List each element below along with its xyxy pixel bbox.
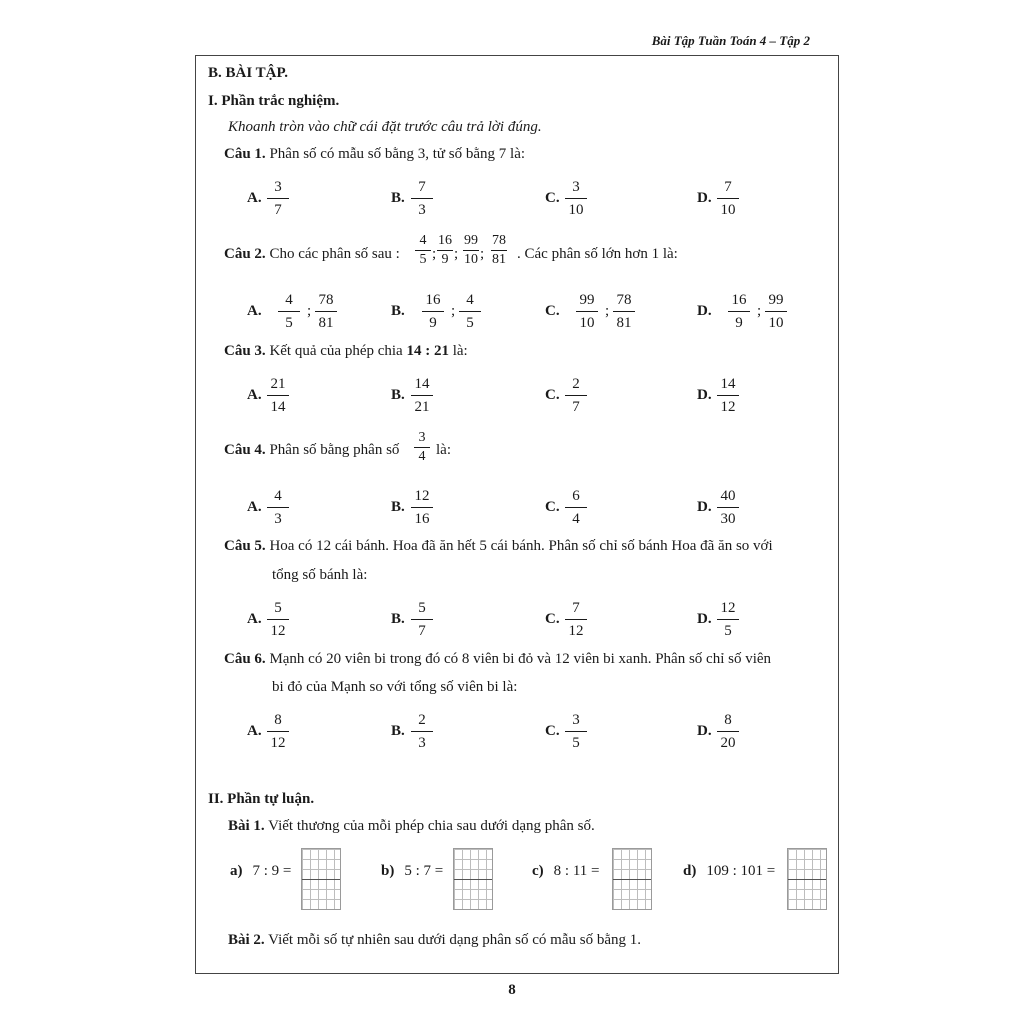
- option-label[interactable]: B.: [391, 499, 405, 515]
- option-label[interactable]: D.: [697, 190, 712, 206]
- semicolon: ;: [432, 246, 437, 262]
- fraction: [706, 178, 750, 219]
- bai-1-item: [230, 862, 291, 880]
- denominator: 20: [720, 735, 736, 751]
- fraction: [554, 599, 598, 640]
- option-label[interactable]: A.: [247, 190, 262, 206]
- option-label[interactable]: B.: [391, 723, 405, 739]
- fraction: [256, 599, 300, 640]
- semicolon: ;: [757, 303, 762, 319]
- option-label[interactable]: C.: [545, 303, 560, 319]
- numerator: 4: [274, 488, 282, 504]
- bai-2: [228, 931, 641, 949]
- denominator: 7: [572, 399, 580, 415]
- denominator: 5: [466, 315, 474, 331]
- fraction-bar: [565, 731, 587, 732]
- denominator: 14: [270, 399, 286, 415]
- fraction-bar: [717, 731, 739, 732]
- fraction: [706, 487, 750, 528]
- numerator: 5: [418, 600, 426, 616]
- item-expression: 8 : 11 =: [553, 863, 600, 879]
- numerator: 7: [572, 600, 580, 616]
- fraction: [400, 178, 444, 219]
- denominator: 81: [318, 315, 334, 331]
- denominator: 5: [285, 315, 293, 331]
- fraction: [400, 375, 444, 416]
- denominator: 3: [274, 511, 282, 527]
- fraction: [256, 375, 300, 416]
- fraction: [460, 233, 485, 268]
- instruction: Khoanh tròn vào chữ cái đặt trước câu trả lời đúng.: [228, 119, 542, 135]
- fraction-bar: [717, 395, 739, 396]
- semicolon: ;: [480, 246, 485, 262]
- option-label[interactable]: C.: [545, 723, 560, 739]
- exercise-text: Viết thương của mỗi phép chia sau dưới dạng phân số.: [268, 818, 595, 834]
- denominator: 5: [572, 735, 580, 751]
- fraction-bar: [415, 250, 431, 251]
- numerator: 78: [318, 292, 334, 308]
- denominator: 21: [414, 399, 430, 415]
- page-header: Bài Tập Tuần Toán 4 – Tập 2: [651, 33, 810, 48]
- question-3: [224, 342, 468, 360]
- fraction-bar: [565, 619, 587, 620]
- fraction-bar: [411, 731, 433, 732]
- part2-title: II. Phần tự luận.: [208, 791, 315, 807]
- fraction: [448, 291, 492, 332]
- exercise-label: Bài 2.: [228, 932, 265, 948]
- numerator: 16: [438, 233, 452, 248]
- fraction: [256, 711, 300, 752]
- fraction: [554, 178, 598, 219]
- denominator: 7: [274, 202, 282, 218]
- numerator: 12: [720, 600, 736, 616]
- item-expression: 5 : 7 =: [404, 863, 444, 879]
- fraction-bar: [613, 311, 635, 312]
- question-4-fraction: [411, 430, 433, 465]
- fraction-bar: [267, 731, 289, 732]
- option-label[interactable]: B.: [391, 190, 405, 206]
- question-text: Kết quả của phép chia: [269, 343, 403, 359]
- denominator: 5: [419, 252, 427, 267]
- numerator: 4: [419, 233, 427, 248]
- bai-1-item: [683, 862, 775, 880]
- option-label[interactable]: D.: [697, 611, 712, 627]
- option-label[interactable]: B.: [391, 303, 405, 319]
- option-label[interactable]: A.: [247, 387, 262, 403]
- fraction-bar: [463, 250, 479, 251]
- numerator: 3: [418, 430, 426, 445]
- denominator: 10: [464, 252, 478, 267]
- section-b-title: B. BÀI TẬP.: [208, 65, 289, 81]
- fraction-bar: [411, 395, 433, 396]
- numerator: 3: [274, 179, 282, 195]
- question-expression: 14 : 21: [406, 343, 449, 359]
- numerator: 99: [464, 233, 478, 248]
- fraction: [304, 291, 348, 332]
- numerator: 99: [579, 292, 595, 308]
- denominator: 7: [418, 623, 426, 639]
- bai-1: [228, 817, 595, 835]
- denominator: 3: [418, 202, 426, 218]
- question-label: Câu 3.: [224, 343, 266, 359]
- fraction: [554, 487, 598, 528]
- denominator: 10: [568, 202, 584, 218]
- denominator: 5: [724, 623, 732, 639]
- numerator: 2: [418, 712, 426, 728]
- denominator: 10: [579, 315, 595, 331]
- numerator: 4: [285, 292, 293, 308]
- denominator: 3: [418, 735, 426, 751]
- fraction: [488, 233, 510, 268]
- option-label[interactable]: B.: [391, 611, 405, 627]
- denominator: 30: [720, 511, 736, 527]
- numerator: 78: [492, 233, 506, 248]
- denominator: 12: [270, 735, 286, 751]
- question-label: Câu 1.: [224, 146, 266, 162]
- fraction-bar: [565, 198, 587, 199]
- fraction: [256, 178, 300, 219]
- option-label[interactable]: D.: [697, 303, 712, 319]
- question-text: Phân số bằng phân số: [269, 442, 400, 458]
- numerator: 4: [466, 292, 474, 308]
- fraction-bar: [411, 619, 433, 620]
- fraction-bar: [576, 311, 598, 312]
- denominator: 9: [429, 315, 437, 331]
- question-4-text-after: là:: [436, 442, 451, 458]
- exercise-label: Bài 1.: [228, 818, 265, 834]
- option-label[interactable]: C.: [545, 387, 560, 403]
- numerator: 7: [724, 179, 732, 195]
- fraction-bar: [278, 311, 300, 312]
- numerator: 3: [572, 712, 580, 728]
- denominator: 10: [720, 202, 736, 218]
- numerator: 7: [418, 179, 426, 195]
- fraction: [706, 375, 750, 416]
- option-label[interactable]: C.: [545, 611, 560, 627]
- bai-1-item: [381, 862, 443, 880]
- denominator: 4: [418, 449, 426, 464]
- fraction-bar: [267, 198, 289, 199]
- fraction-line: [302, 879, 340, 880]
- item-label: a): [230, 863, 243, 879]
- fraction-bar: [267, 619, 289, 620]
- bai-1-item: [532, 862, 599, 880]
- numerator: 3: [572, 179, 580, 195]
- fraction-bar: [411, 507, 433, 508]
- denominator: 12: [568, 623, 584, 639]
- fraction-bar: [717, 619, 739, 620]
- fraction-bar: [717, 507, 739, 508]
- option-label[interactable]: C.: [545, 190, 560, 206]
- question-label: Câu 2.: [224, 246, 266, 262]
- numerator: 12: [414, 488, 430, 504]
- fraction-bar: [717, 198, 739, 199]
- numerator: 5: [274, 600, 282, 616]
- question-text: Phân số có mẫu số bằng 3, tử số bằng 7 là:: [269, 146, 526, 162]
- numerator: 8: [724, 712, 732, 728]
- numerator: 14: [720, 376, 736, 392]
- semicolon: ;: [307, 303, 312, 319]
- fraction: [400, 487, 444, 528]
- fraction-bar: [491, 250, 507, 251]
- fraction-bar: [565, 395, 587, 396]
- option-label[interactable]: D.: [697, 723, 712, 739]
- numerator: 16: [731, 292, 747, 308]
- denominator: 81: [616, 315, 632, 331]
- denominator: 4: [572, 511, 580, 527]
- denominator: 10: [768, 315, 784, 331]
- question-2-text-after: . Các phân số lớn hơn 1 là:: [517, 246, 678, 262]
- answer-grid-box[interactable]: [453, 848, 493, 910]
- fraction-bar: [437, 250, 453, 251]
- question-text: Cho các phân số sau :: [269, 246, 400, 262]
- semicolon: ;: [605, 303, 610, 319]
- question-6-line2: bi đỏ của Mạnh so với tổng số viên bi là:: [272, 679, 518, 695]
- option-label[interactable]: A.: [247, 303, 262, 319]
- fraction-bar: [267, 507, 289, 508]
- question-5-line2: tổng số bánh là:: [272, 567, 368, 583]
- answer-grid-box[interactable]: [787, 848, 827, 910]
- numerator: 40: [720, 488, 736, 504]
- fraction: [602, 291, 646, 332]
- item-expression: 109 : 101 =: [706, 863, 776, 879]
- fraction: [256, 487, 300, 528]
- page-number: 8: [508, 982, 516, 998]
- option-label[interactable]: C.: [545, 499, 560, 515]
- fraction: [400, 711, 444, 752]
- denominator: 9: [441, 252, 449, 267]
- fraction: [706, 599, 750, 640]
- semicolon: ;: [454, 246, 459, 262]
- denominator: 12: [720, 399, 736, 415]
- semicolon: ;: [451, 303, 456, 319]
- question-6: [224, 650, 771, 668]
- fraction: [434, 233, 459, 268]
- answer-grid-box[interactable]: [612, 848, 652, 910]
- numerator: 16: [425, 292, 441, 308]
- fraction-bar: [315, 311, 337, 312]
- fraction-bar: [267, 395, 289, 396]
- fraction-line: [454, 879, 492, 880]
- part1-title: I. Phần trắc nghiệm.: [208, 93, 340, 109]
- denominator: 9: [735, 315, 743, 331]
- fraction-bar: [565, 507, 587, 508]
- denominator: 81: [492, 252, 506, 267]
- question-label: Câu 6.: [224, 651, 266, 667]
- option-label[interactable]: A.: [247, 611, 262, 627]
- fraction: [400, 599, 444, 640]
- fraction-bar: [422, 311, 444, 312]
- item-label: c): [532, 863, 544, 879]
- question-5: [224, 537, 773, 555]
- fraction-line: [788, 879, 826, 880]
- numerator: 21: [270, 376, 286, 392]
- fraction: [754, 291, 798, 332]
- question-text: Mạnh có 20 viên bi trong đó có 8 viên bi đỏ và 12 viên bi xanh. Phân số chỉ số viên: [269, 651, 772, 667]
- fraction: [706, 711, 750, 752]
- numerator: 2: [572, 376, 580, 392]
- fraction-bar: [459, 311, 481, 312]
- fraction: [554, 375, 598, 416]
- numerator: 8: [274, 712, 282, 728]
- fraction: [412, 233, 437, 268]
- option-label[interactable]: A.: [247, 499, 262, 515]
- question-text-after: là:: [452, 343, 468, 359]
- fraction-bar: [411, 198, 433, 199]
- question-1: [224, 145, 525, 163]
- question-label: Câu 4.: [224, 442, 266, 458]
- item-label: d): [683, 863, 697, 879]
- answer-grid-box[interactable]: [301, 848, 341, 910]
- item-expression: 7 : 9 =: [252, 863, 292, 879]
- fraction: [554, 711, 598, 752]
- question-text: Hoa có 12 cái bánh. Hoa đã ăn hết 5 cái bánh. Phân số chỉ số bánh Hoa đã ăn so với: [269, 538, 773, 554]
- fraction-bar: [414, 447, 430, 448]
- numerator: 78: [616, 292, 632, 308]
- option-label[interactable]: A.: [247, 723, 262, 739]
- numerator: 14: [414, 376, 430, 392]
- question-2: [224, 245, 400, 263]
- fraction-bar: [765, 311, 787, 312]
- option-label[interactable]: D.: [697, 387, 712, 403]
- option-label[interactable]: D.: [697, 499, 712, 515]
- item-label: b): [381, 863, 395, 879]
- denominator: 12: [270, 623, 286, 639]
- numerator: 6: [572, 488, 580, 504]
- exercise-text: Viết mỗi số tự nhiên sau dưới dạng phân số có mẫu số bằng 1.: [268, 932, 641, 948]
- option-label[interactable]: B.: [391, 387, 405, 403]
- question-4: [224, 441, 399, 459]
- fraction-bar: [728, 311, 750, 312]
- fraction-line: [613, 879, 651, 880]
- denominator: 16: [414, 511, 430, 527]
- numerator: 99: [768, 292, 784, 308]
- question-label: Câu 5.: [224, 538, 266, 554]
